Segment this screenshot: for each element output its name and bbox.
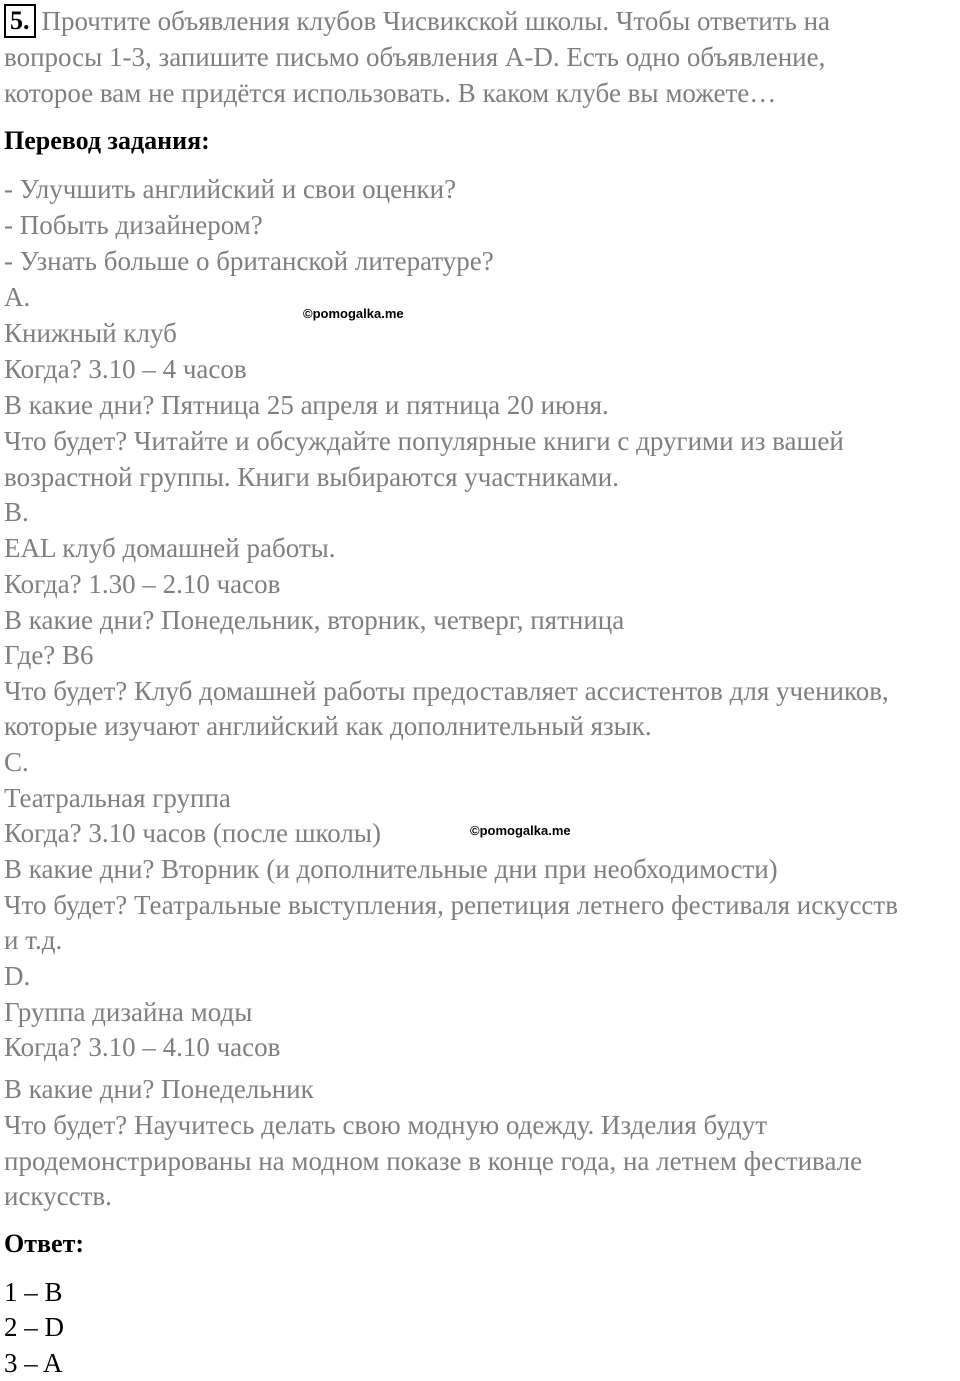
club-b-name: EAL клуб домашней работы. bbox=[4, 533, 336, 563]
club-c-name: Театральная группа bbox=[4, 783, 231, 813]
club-a-when: Когда? 3.10 – 4 часов bbox=[4, 354, 247, 384]
club-a-name: Книжный клуб bbox=[4, 318, 177, 348]
question-3: - Узнать больше о британской литературе? bbox=[4, 246, 494, 276]
club-b-letter: B. bbox=[4, 497, 29, 527]
club-d-what-line-1: Что будет? Научитесь делать свою модную одежду. Изделия будут bbox=[4, 1110, 768, 1140]
task-instruction-line-2: вопросы 1-3, запишите письмо объявления A-D. Есть одно объявление, bbox=[4, 42, 826, 72]
club-b-days: В какие дни? Понедельник, вторник, четверг, пятница bbox=[4, 605, 625, 635]
club-c-what-line-2: и т.д. bbox=[4, 925, 63, 955]
translation-heading: Перевод задания: bbox=[4, 126, 210, 155]
club-a-letter: A. bbox=[4, 282, 31, 312]
answer-heading: Ответ: bbox=[4, 1229, 85, 1258]
club-b-when: Когда? 1.30 – 2.10 часов bbox=[4, 569, 281, 599]
club-c-days: В какие дни? Вторник (и дополнительные дни при необходимости) bbox=[4, 854, 778, 884]
club-d-what-line-3: искусств. bbox=[4, 1181, 112, 1211]
club-b-what-line-1: Что будет? Клуб домашней работы предоставляет ассистентов для учеников, bbox=[4, 676, 889, 706]
club-d-name: Группа дизайна моды bbox=[4, 997, 253, 1027]
answer-item-2: 2 – D bbox=[4, 1312, 64, 1342]
club-c-what-line-1: Что будет? Театральные выступления, репетиция летнего фестиваля искусств bbox=[4, 890, 898, 920]
club-c-when: Когда? 3.10 часов (после школы) bbox=[4, 818, 381, 848]
club-a-days: В какие дни? Пятница 25 апреля и пятница 20 июня. bbox=[4, 390, 609, 420]
club-b-what-line-2: которые изучают английский как дополнительный язык. bbox=[4, 711, 652, 741]
task-instruction-line-1 bbox=[4, 3, 830, 39]
club-c-letter: C. bbox=[4, 747, 29, 777]
club-d-days: В какие дни? Понедельник bbox=[4, 1074, 314, 1104]
club-d-when: Когда? 3.10 – 4.10 часов bbox=[4, 1032, 281, 1062]
watermark-2: ©pomogalka.me bbox=[470, 823, 571, 838]
answer-item-3: 3 – A bbox=[4, 1348, 63, 1378]
answer-item-1: 1 – B bbox=[4, 1277, 63, 1307]
question-2: - Побыть дизайнером? bbox=[4, 210, 263, 240]
task-instruction-text-1: Прочтите объявления клубов Чисвикской школы. Чтобы ответить на bbox=[41, 6, 831, 36]
watermark-1: ©pomogalka.me bbox=[303, 306, 404, 321]
club-a-what-line-1: Что будет? Читайте и обсуждайте популярные книги с другими из вашей bbox=[4, 426, 844, 456]
task-instruction-line-3: которое вам не придётся использовать. В каком клубе вы можете… bbox=[4, 78, 777, 108]
task-number: 5. bbox=[4, 4, 36, 38]
question-1: - Улучшить английский и свои оценки? bbox=[4, 174, 457, 204]
club-d-letter: D. bbox=[4, 961, 31, 991]
club-b-where: Где? В6 bbox=[4, 640, 94, 670]
club-d-what-line-2: продемонстрированы на модном показе в конце года, на летнем фестивале bbox=[4, 1146, 863, 1176]
club-a-what-line-2: возрастной группы. Книги выбираются участниками. bbox=[4, 462, 619, 492]
